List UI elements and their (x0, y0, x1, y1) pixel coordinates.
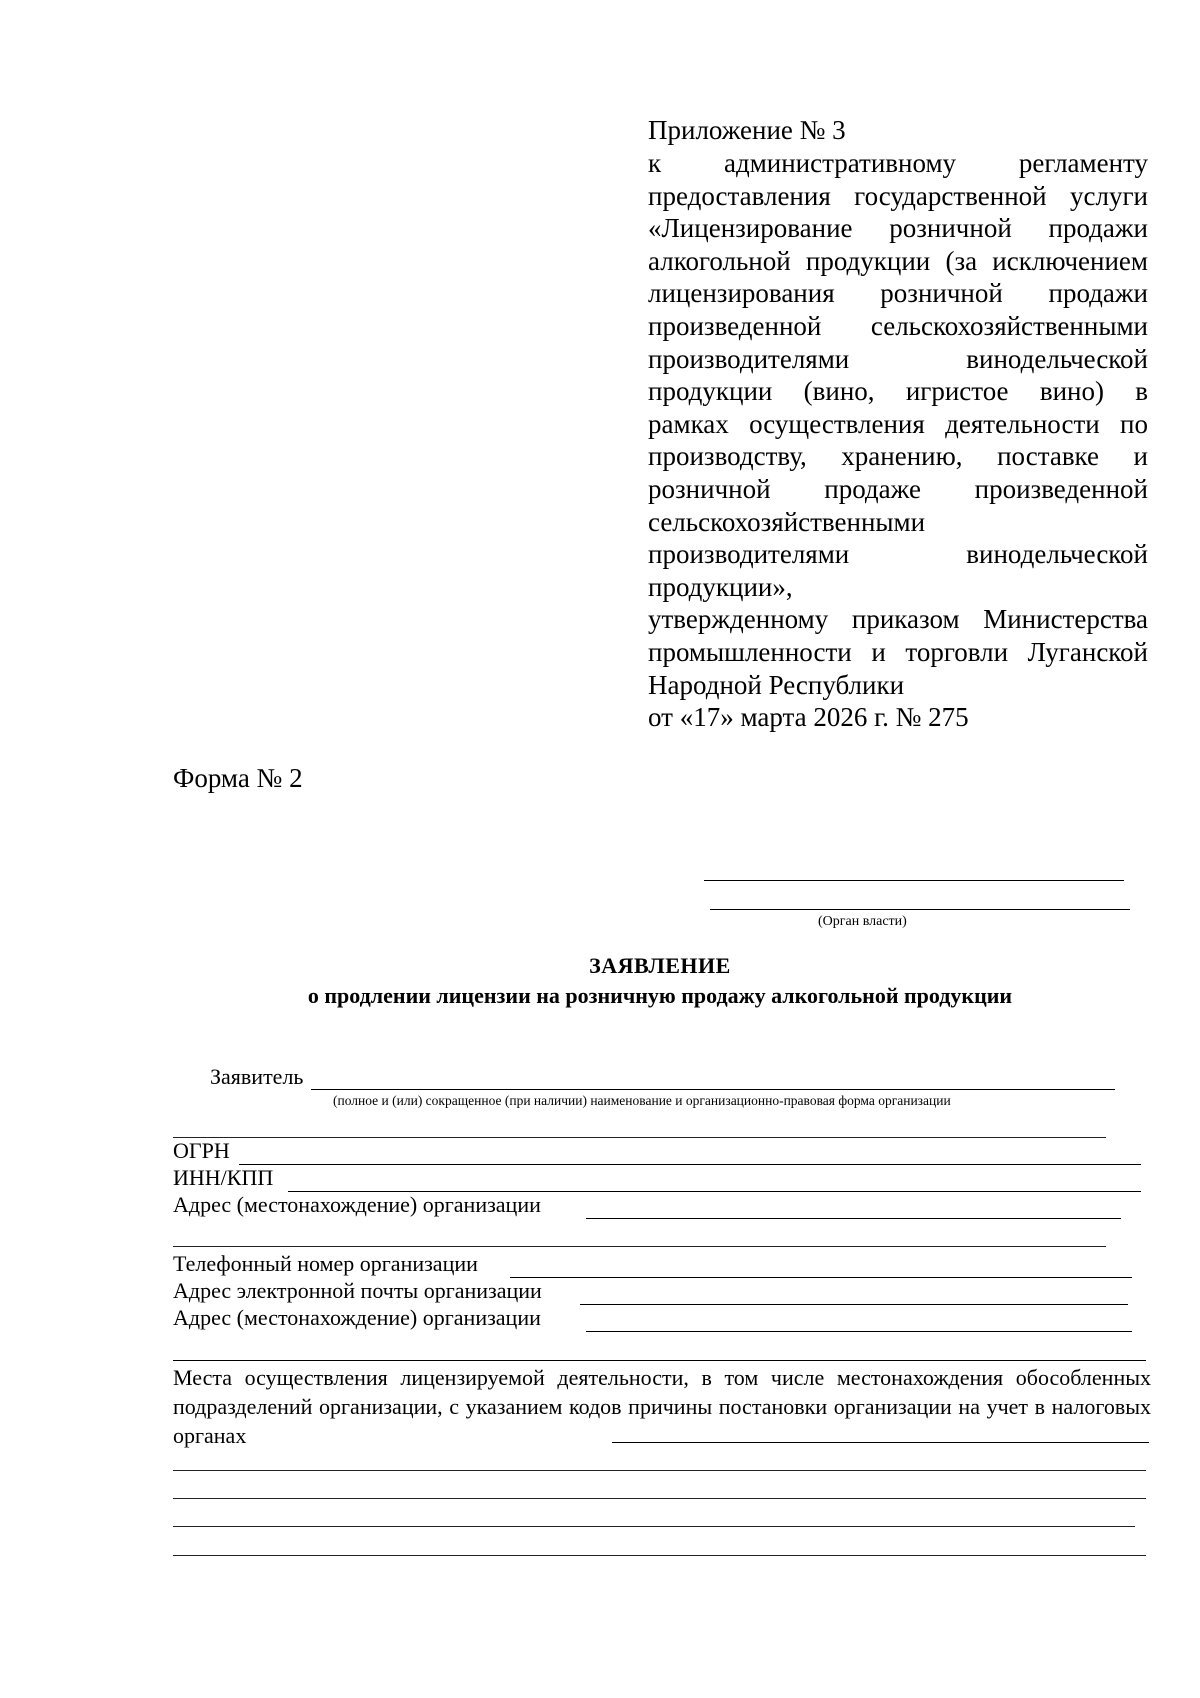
places-input-line[interactable] (612, 1442, 1149, 1443)
appendix-line: произведенной сельскохозяйственными (648, 310, 1148, 341)
applicant-caption: (полное и (или) сокращенное (при наличии) наименование и организационно-правовая форма организации (333, 1093, 951, 1108)
appendix-header (648, 114, 1148, 734)
appendix-line: рамках осуществления деятельности по (648, 408, 1148, 439)
blank-line-4[interactable] (173, 1555, 1146, 1556)
appendix-line: утвержденному приказом Министерства (648, 604, 1148, 635)
appendix-line: к административному регламенту (648, 148, 1148, 178)
appendix-line: производителями винодельческой (648, 343, 1148, 374)
blank-line-3[interactable] (173, 1526, 1135, 1527)
appendix-line: промышленности и торговли Луганской (648, 636, 1148, 667)
appendix-line: сельскохозяйственными (648, 506, 926, 537)
address-input-line[interactable] (586, 1218, 1121, 1219)
authority-line-2[interactable] (710, 909, 1130, 910)
address-label: Адрес (местонахождение) организации (173, 1192, 541, 1217)
appendix-line: Народной Республики (648, 669, 905, 700)
inn-kpp-label: ИНН/КПП (173, 1165, 274, 1190)
email-label: Адрес электронной почты организации (173, 1278, 542, 1303)
phone-input-line[interactable] (510, 1277, 1132, 1278)
address-input-line-2[interactable] (173, 1246, 1106, 1247)
document-title: ЗАЯВЛЕНИЕ (589, 953, 731, 978)
ogrn-input-line[interactable] (239, 1164, 1141, 1165)
ogrn-label: ОГРН (173, 1138, 230, 1163)
form-number: Форма № 2 (173, 763, 303, 793)
applicant-input-line-2[interactable] (173, 1137, 1106, 1138)
email-input-line[interactable] (580, 1304, 1128, 1305)
blank-line-2[interactable] (173, 1498, 1146, 1499)
appendix-line: лицензирования розничной продажи (648, 278, 1148, 309)
document-subtitle: о продлении лицензии на розничную продажу алкогольной продукции (307, 983, 1013, 1008)
order-date-line: от «17» марта 2026 г. № 275 (648, 702, 969, 733)
appendix-line: продукции (вино, игристое вино) в (648, 376, 1148, 407)
authority-line-1[interactable] (704, 880, 1124, 881)
appendix-title: Приложение № 3 (648, 115, 846, 145)
blank-line-1[interactable] (173, 1470, 1146, 1471)
appendix-line: производителями винодельческой (648, 539, 1148, 570)
places-paragraph: Места осуществления лицензируемой деятельности, в том числе местонахождения обособленных подразделений организации, с указанием кодов причины постановки организации на учет в налоговых органах (173, 1365, 1151, 1448)
applicant-input-line[interactable] (311, 1089, 1115, 1090)
appendix-line: производству, хранению, поставке и (648, 441, 1148, 472)
appendix-line: «Лицензирование розничной продажи (648, 213, 1148, 244)
appendix-line: предоставления государственной услуги (648, 180, 1148, 211)
address-input-line-3[interactable] (586, 1331, 1132, 1332)
appendix-line: розничной продаже произведенной (648, 473, 1148, 504)
address-label-2: Адрес (местонахождение) организации (173, 1305, 541, 1330)
authority-caption: (Орган власти) (818, 914, 907, 929)
address-input-line-4[interactable] (173, 1360, 1146, 1361)
applicant-label: Заявитель (210, 1064, 304, 1089)
appendix-line: алкогольной продукции (за исключением (648, 245, 1148, 276)
phone-label: Телефонный номер организации (173, 1251, 478, 1276)
appendix-line: продукции», (648, 571, 793, 602)
